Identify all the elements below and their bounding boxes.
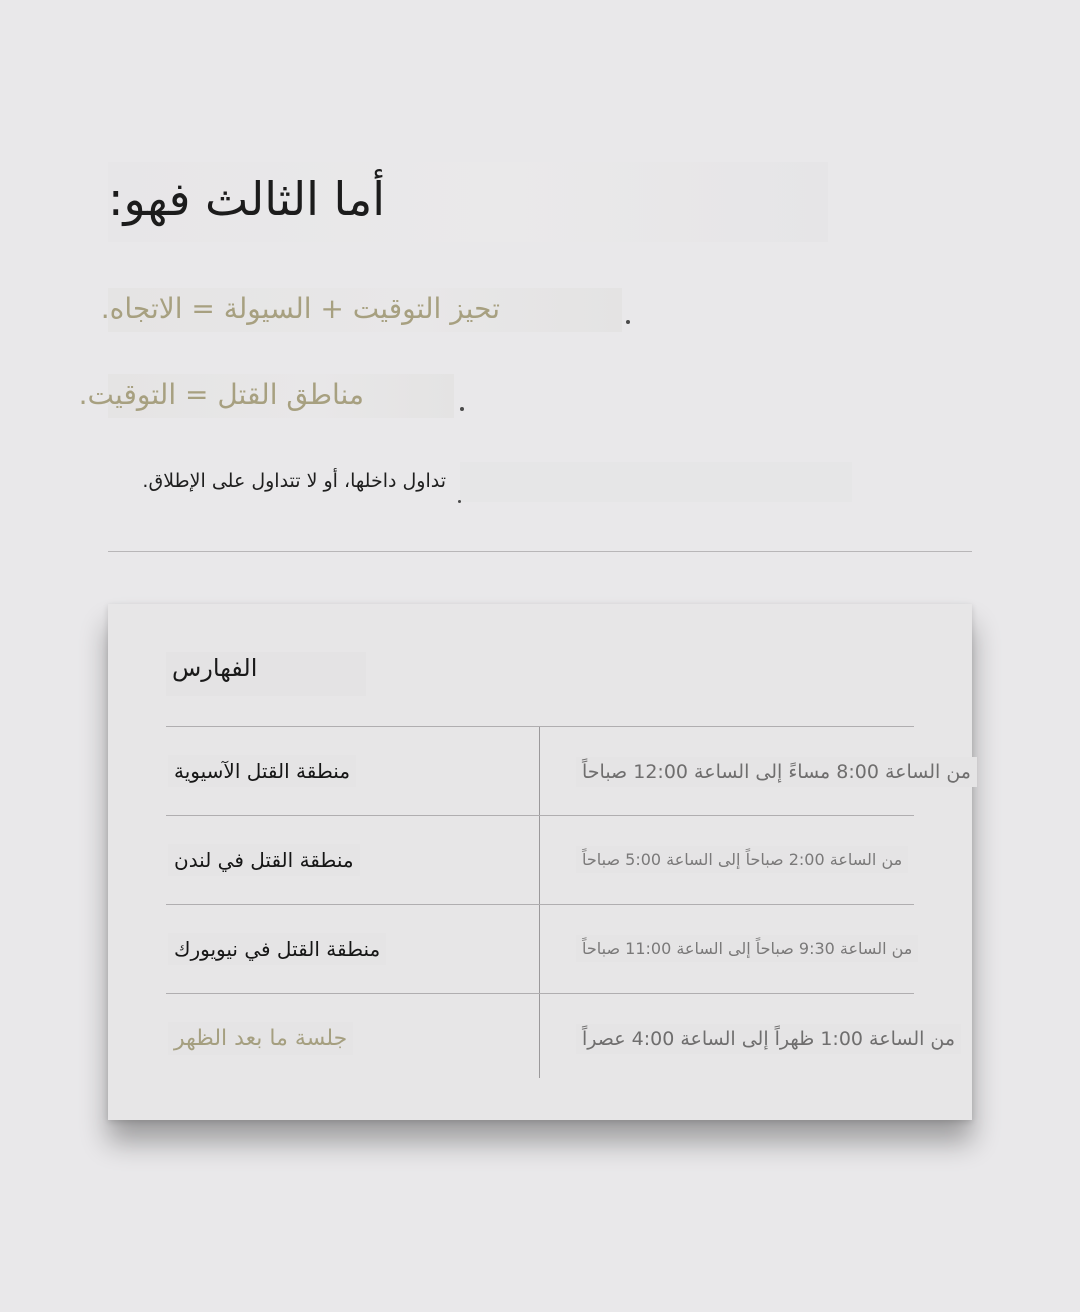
kill-zones-table xyxy=(166,726,971,1082)
list-item-text: مناطق القتل = التوقيت. xyxy=(78,378,364,411)
section-heading-box xyxy=(108,162,828,242)
note-line xyxy=(108,470,446,502)
table-row xyxy=(166,994,956,1082)
list-item-text: تحيز التوقيت + السيولة = الاتجاه. xyxy=(100,292,500,325)
list-item-timing-bias xyxy=(100,288,622,332)
table-row xyxy=(166,816,914,905)
note-text: تداول داخلها، أو لا تتداول على الإطلاق. xyxy=(142,470,446,492)
zone-name: منطقة القتل في نيويورك xyxy=(168,933,386,965)
zone-time: من الساعة 8:00 مساءً إلى الساعة 12:00 صباحاً xyxy=(576,757,977,787)
zone-name: جلسة ما بعد الظهر xyxy=(168,1022,353,1055)
zone-time: من الساعة 1:00 ظهراً إلى الساعة 4:00 عصراً xyxy=(576,1024,961,1054)
note-highlight xyxy=(460,462,852,502)
horizontal-divider xyxy=(108,551,972,552)
table-row xyxy=(166,905,914,994)
section-heading: أما الثالث فهو: xyxy=(107,172,385,226)
zone-time: من الساعة 2:00 صباحاً إلى الساعة 5:00 صباحاً xyxy=(576,846,908,873)
list-item-kill-zones xyxy=(78,374,454,418)
zone-time: من الساعة 9:30 صباحاً إلى الساعة 11:00 صباحاً xyxy=(576,935,918,962)
bullet-dot xyxy=(626,320,630,324)
bullet-dot xyxy=(458,500,461,503)
table-row xyxy=(166,727,971,816)
card-title: الفهارس xyxy=(172,654,258,682)
bullet-dot xyxy=(460,407,464,411)
indices-card xyxy=(108,604,972,1120)
zone-name: منطقة القتل الآسيوية xyxy=(168,755,356,787)
zone-name: منطقة القتل في لندن xyxy=(168,844,360,876)
